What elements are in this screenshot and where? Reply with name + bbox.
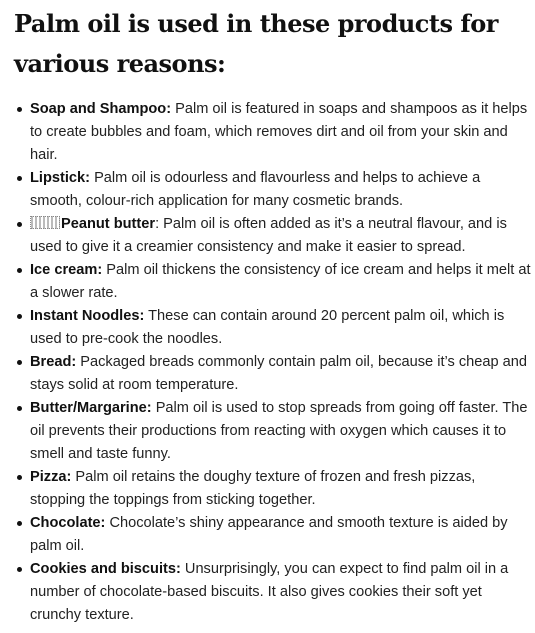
item-description: Palm oil thickens the consistency of ice cream and helps it melt at a slower rate. — [30, 262, 531, 301]
bullet-icon — [17, 406, 22, 411]
item-description: Unsurprisingly, you can expect to find palm oil in a number of chocolate-based biscuits. It also gives cookies their soft yet crunchy texture. — [30, 561, 509, 623]
bullet-icon — [17, 567, 22, 572]
item-description: Chocolate’s shiny appearance and smooth texture is aided by palm oil. — [30, 515, 508, 554]
item-term: Pizza: — [30, 469, 72, 485]
item-term: Cookies and biscuits: — [30, 561, 181, 577]
item-term: Soap and Shampoo: — [30, 101, 172, 117]
list-item-lipstick — [14, 167, 534, 213]
section-heading: Palm oil is used in these products for various reasons: — [14, 9, 498, 78]
list-item-chocolate — [14, 512, 534, 558]
bullet-icon — [17, 222, 22, 227]
item-term: Butter/Margarine: — [30, 400, 152, 416]
item-term: Lipstick: — [30, 170, 91, 186]
bullet-icon — [17, 360, 22, 365]
item-term: Peanut butter — [61, 216, 156, 232]
bullet-icon — [17, 176, 22, 181]
item-description: Palm oil retains the doughy texture of frozen and fresh pizzas, stopping the toppings from sticking together. — [30, 469, 476, 508]
list-item-soap-shampoo — [14, 98, 534, 167]
item-description: Packaged breads commonly contain palm oil, because it’s cheap and stays solid at room temperature. — [30, 354, 528, 393]
item-description: Palm oil is featured in soaps and shampoos as it helps to create bubbles and foam, which removes dirt and oil from your skin and hair. — [30, 101, 528, 163]
bullet-icon — [17, 475, 22, 480]
bullet-icon — [17, 314, 22, 319]
list-item-butter-margarine — [14, 397, 534, 466]
list-item-bread — [14, 351, 534, 397]
item-term: Bread: — [30, 354, 77, 370]
item-term: Instant Noodles: — [30, 308, 145, 324]
item-description: : Palm oil is often added as it’s a neutral flavour, and is used to give it a creamier consistency and make it easier to spread. — [30, 216, 507, 255]
list-item-pizza — [14, 466, 534, 512]
item-term: Chocolate: — [30, 515, 106, 531]
item-description: These can contain around 20 percent palm oil, which is used to pre-cook the noodles. — [30, 308, 505, 347]
bullet-icon — [17, 107, 22, 112]
broken-image-icon — [30, 216, 60, 229]
item-description: Palm oil is odourless and flavourless and helps to achieve a smooth, colour-rich application for many cosmetic brands. — [30, 170, 481, 209]
item-term: Ice cream: — [30, 262, 103, 278]
list-item-instant-noodles — [14, 305, 534, 351]
item-description: Palm oil is used to stop spreads from going off faster. The oil prevents their productions from reacting with oxygen which causes it to smell and taste funny. — [30, 400, 528, 462]
product-list — [14, 98, 534, 627]
list-item-peanut-butter — [14, 213, 534, 259]
bullet-icon — [17, 521, 22, 526]
article — [14, 0, 534, 627]
list-item-ice-cream — [14, 259, 534, 305]
list-item-cookies-biscuits — [14, 558, 534, 627]
bullet-icon — [17, 268, 22, 273]
